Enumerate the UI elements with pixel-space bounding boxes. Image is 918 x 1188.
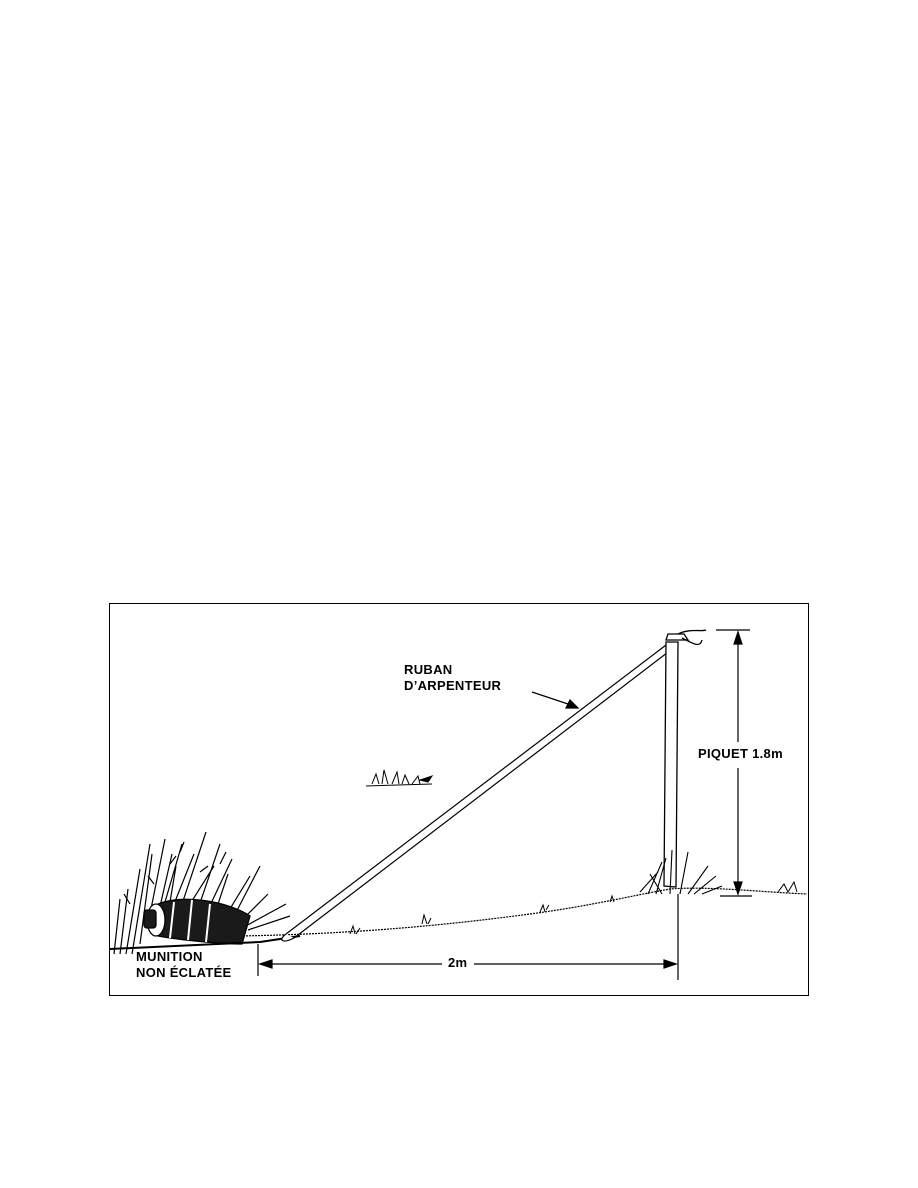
tape-label-line2: D’ARPENTEUR [404, 678, 502, 693]
tape-label [404, 662, 501, 694]
grass-stake [640, 850, 722, 894]
tape-arrow [532, 692, 578, 708]
stake-label: PIQUET 1.8m [698, 746, 783, 761]
distance-label: 2m [448, 955, 468, 970]
munition-label [136, 949, 232, 981]
figure-frame [109, 603, 809, 996]
height-dimension [716, 630, 752, 896]
floating-grass [366, 770, 432, 786]
ground-line [240, 888, 807, 936]
munition-label-line1: MUNITION [136, 949, 203, 964]
munition-label-line2: NON ÉCLATÉE [136, 965, 232, 980]
tape-label-line1: RUBAN [404, 662, 453, 677]
munition-shell [110, 899, 300, 949]
